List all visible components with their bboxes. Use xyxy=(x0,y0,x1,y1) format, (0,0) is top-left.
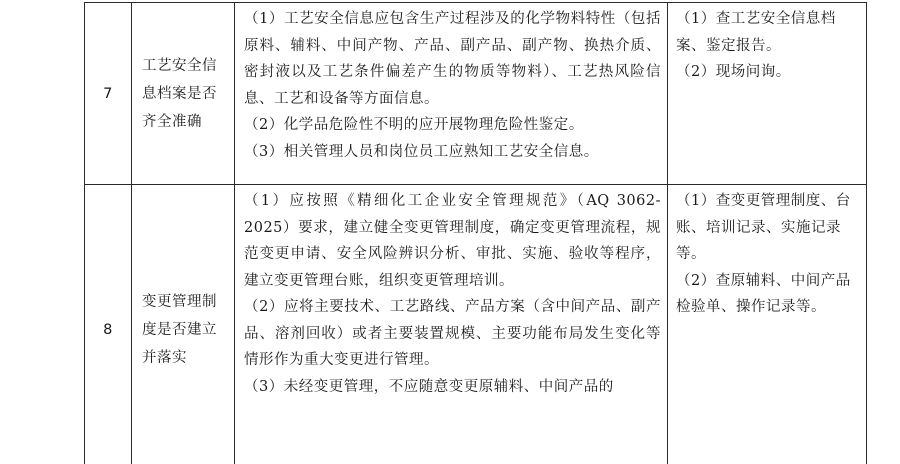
method-cell xyxy=(668,3,867,185)
method-cell xyxy=(668,185,867,464)
requirement-text: （2）应将主要技术、工艺路线、产品方案（含中间产品、副产品、溶剂回收）或者主要装置规模、主要功能布局发生变化等情形作为重大变更进行管理。 xyxy=(244,299,661,368)
check-item: 变更管理制度是否建立并落实 xyxy=(132,185,235,464)
table-row xyxy=(85,185,867,464)
row-number: 8 xyxy=(85,185,132,464)
requirement-text: （1）应按照《精细化工企业安全管理规范》（AQ 3062-2025）要求，建立健全变更管理制度，确定变更管理流程，规范变更申请、安全风险辨识分析、审批、实施、验收等程序，建立变更管理台账，组织变更管理培训。 xyxy=(244,193,661,289)
check-item: 工艺安全信息档案是否齐全准确 xyxy=(132,3,235,185)
method-text: （2）查原辅料、中间产品检验单、操作记录等。 xyxy=(676,272,851,315)
method-text: （1）查工艺安全信息档案、鉴定报告。 xyxy=(676,11,836,54)
requirement-text: （1）工艺安全信息应包含生产过程涉及的化学物料特性（包括原料、辅料、中间产物、产品、副产品、副产物、换热介质、密封液以及工艺条件偏差产生的物质等物料）、工艺热风险信息、工艺和设备等方面信息。 xyxy=(244,11,661,107)
method-text: （2）现场问询。 xyxy=(676,64,791,80)
requirement-cell xyxy=(235,185,668,464)
requirement-text: （3）未经变更管理，不应随意变更原辅料、中间产品的 xyxy=(244,378,614,395)
requirement-text: （3）相关管理人员和岗位员工应熟知工艺安全信息。 xyxy=(244,143,599,160)
table-row xyxy=(85,3,867,185)
requirement-text: （2）化学品危险性不明的应开展物理危险性鉴定。 xyxy=(244,117,584,133)
row-number: 7 xyxy=(85,3,132,185)
inspection-checklist-table xyxy=(84,2,867,464)
requirement-cell xyxy=(235,3,668,185)
method-text: （1）查变更管理制度、台账、培训记录、实施记录等。 xyxy=(676,193,851,262)
